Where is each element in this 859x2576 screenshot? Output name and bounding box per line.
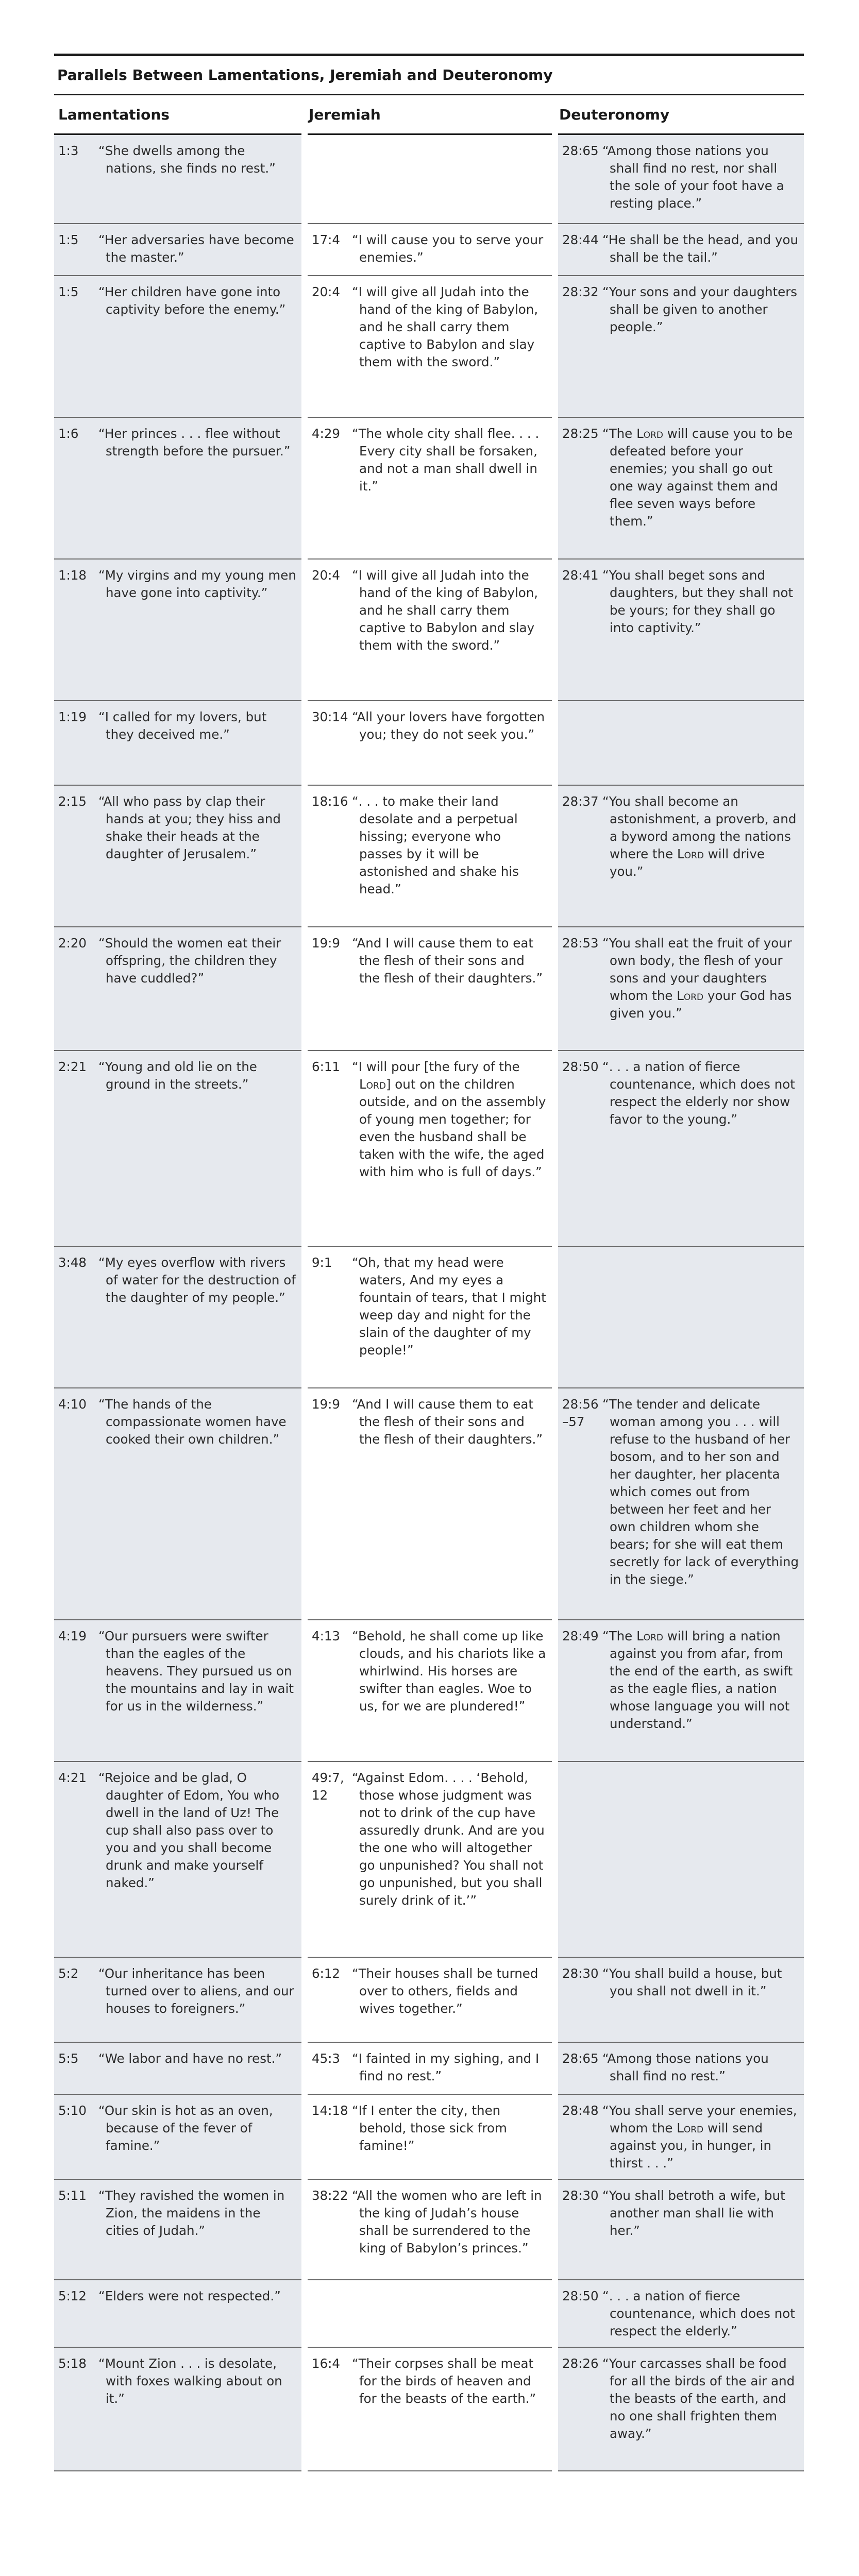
lamentations-entry [54, 142, 296, 177]
lamentations-quote: “All who pass by clap their hands at you; they hiss and shake their heads at the daughter of Jerusalem.” [98, 793, 281, 861]
deuteronomy-entry [558, 1965, 799, 2000]
lamentations-reference: 4:21 [58, 1770, 87, 1785]
deuteronomy-cell [555, 785, 804, 927]
jeremiah-reference: 17:4 [312, 232, 341, 247]
jeremiah-reference: 19:9 [312, 935, 341, 951]
jeremiah-cell [305, 559, 555, 701]
deuteronomy-entry [558, 2355, 799, 2443]
lamentations-cell [54, 785, 305, 927]
lamentations-quote: “Young and old lie on the ground in the streets.” [98, 1059, 257, 1092]
lamentations-cell [54, 1246, 305, 1388]
lamentations-quote: “They ravished the women in Zion, the maidens in the cities of Judah.” [98, 2188, 285, 2238]
table-row [54, 2347, 804, 2471]
lamentations-entry [54, 425, 296, 460]
deuteronomy-quote: “The tender and delicate woman among you . . . will refuse to the husband of her bosom, and to her son and her daughter, her placenta which comes out from between her feet and her own children whom she bears; for she will eat them secretly for lack of everything in the siege.” [602, 1396, 799, 1587]
jeremiah-cell [305, 2042, 555, 2094]
jeremiah-reference: 45:3 [312, 2050, 341, 2066]
column-header-jeremiah: Jeremiah [305, 95, 555, 134]
jeremiah-entry [308, 935, 547, 987]
deuteronomy-quote: “You shall build a house, but you shall not dwell in it.” [602, 1965, 782, 1998]
table-row [54, 417, 804, 559]
deuteronomy-quote: “The Lord will bring a nation against you from afar, from the end of the earth, as swift as the eagle flies, a nation whose language you will not understand.” [602, 1628, 793, 1731]
deuteronomy-reference: 28:50 [562, 2288, 599, 2303]
jeremiah-cell [305, 2280, 555, 2347]
lamentations-reference: 2:21 [58, 1059, 87, 1074]
lamentations-cell [54, 2042, 305, 2094]
jeremiah-reference: 30:14 [312, 709, 348, 724]
table-row [54, 1050, 804, 1246]
lamentations-cell [54, 1620, 305, 1761]
lamentations-reference: 4:19 [58, 1628, 87, 1643]
lamentations-entry [54, 1628, 296, 1715]
jeremiah-quote: “I will pour [the fury of the Lord] out on the children outside, and on the assembly of young men together; for even the husband shall be taken with the wife, the aged with him who is full of days.” [352, 1059, 546, 1179]
lamentations-entry [54, 1058, 296, 1093]
lamentations-reference: 5:10 [58, 2103, 87, 2118]
jeremiah-cell [305, 1761, 555, 1957]
deuteronomy-reference: 28:50 [562, 1059, 599, 1074]
jeremiah-quote: “I will give all Judah into the hand of the king of Babylon, and he shall carry them captive to Babylon and slay them with the sword.” [352, 567, 538, 653]
deuteronomy-entry [558, 2287, 799, 2340]
deuteronomy-cell [555, 1620, 804, 1761]
jeremiah-reference: 4:13 [312, 1628, 341, 1643]
lamentations-reference: 1:6 [58, 426, 79, 441]
lamentations-reference: 5:5 [58, 2050, 79, 2066]
table-row [54, 701, 804, 785]
table-row [54, 927, 804, 1050]
lamentations-reference: 2:15 [58, 793, 87, 809]
deuteronomy-quote: “You shall betroth a wife, but another man shall lie with her.” [602, 2188, 785, 2238]
jeremiah-cell [305, 2094, 555, 2179]
lamentations-entry [54, 708, 296, 743]
deuteronomy-entry [558, 2050, 799, 2085]
deuteronomy-reference: 28:53 [562, 935, 599, 951]
jeremiah-cell [305, 2347, 555, 2471]
lamentations-cell [54, 1388, 305, 1620]
deuteronomy-cell [555, 2179, 804, 2280]
deuteronomy-cell [555, 1957, 804, 2042]
table-row [54, 1957, 804, 2042]
deuteronomy-reference: 28:37 [562, 793, 599, 809]
jeremiah-cell [305, 276, 555, 417]
parallels-figure [54, 54, 804, 2471]
lamentations-quote: “Rejoice and be glad, O daughter of Edom, You who dwell in the land of Uz! The cup shall also pass over to you and you shall become drunk and make yourself naked.” [98, 1770, 280, 1890]
lamentations-cell [54, 1761, 305, 1957]
lamentations-cell [54, 2280, 305, 2347]
deuteronomy-quote: “The Lord will cause you to be defeated before your enemies; you shall go out one way against them and flee seven ways before them.” [602, 426, 793, 529]
table-row [54, 2179, 804, 2280]
deuteronomy-cell [555, 1246, 804, 1388]
jeremiah-quote: “Oh, that my head were waters, And my eyes a fountain of tears, that I might weep day and night for the slain of the daughter of my people!” [352, 1255, 546, 1358]
lamentations-entry [54, 2355, 296, 2408]
lamentations-reference: 1:19 [58, 709, 87, 724]
lamentations-quote: “My eyes overflow with rivers of water for the destruction of the daughter of my people.” [98, 1255, 296, 1305]
jeremiah-reference: 6:11 [312, 1059, 341, 1074]
lamentations-entry [54, 2102, 296, 2155]
deuteronomy-cell [555, 2280, 804, 2347]
lamentations-entry [54, 1965, 296, 2018]
deuteronomy-entry [558, 425, 799, 530]
jeremiah-quote: “Against Edom. . . . ‘Behold, those whose judgment was not to drink of the cup have assuredly drunk. And are you the one who will altogether go unpunished? You shall not go unpunished, but you shall surely drink of it.’” [352, 1770, 545, 1908]
jeremiah-entry [308, 2355, 547, 2408]
jeremiah-cell [305, 1388, 555, 1620]
jeremiah-quote: “The whole city shall flee. . . . Every city shall be forsaken, and not a man shall dwell in it.” [352, 426, 540, 494]
table-row [54, 1388, 804, 1620]
deuteronomy-entry [558, 283, 799, 336]
deuteronomy-reference: 28:41 [562, 567, 599, 583]
table-row [54, 276, 804, 417]
deuteronomy-reference: 28:32 [562, 284, 599, 299]
lamentations-cell [54, 1957, 305, 2042]
table-row [54, 2280, 804, 2347]
jeremiah-entry [308, 231, 547, 266]
deuteronomy-reference: 28:48 [562, 2103, 599, 2118]
jeremiah-entry [308, 1628, 547, 1715]
header-row [54, 95, 804, 134]
deuteronomy-quote: “Your sons and your daughters shall be given to another people.” [602, 284, 798, 334]
jeremiah-entry [308, 1254, 547, 1359]
lamentations-cell [54, 224, 305, 276]
lamentations-entry [54, 2187, 296, 2240]
deuteronomy-cell [555, 1050, 804, 1246]
table-row [54, 2094, 804, 2179]
jeremiah-cell [305, 927, 555, 1050]
deuteronomy-quote: “You shall beget sons and daughters, but they shall not be yours; for they shall go into captivity.” [602, 567, 794, 635]
deuteronomy-cell [555, 2347, 804, 2471]
deuteronomy-entry [558, 567, 799, 637]
jeremiah-reference: 20:4 [312, 284, 341, 299]
deuteronomy-cell [555, 2094, 804, 2179]
lamentations-reference: 5:18 [58, 2355, 87, 2371]
jeremiah-quote: “I fainted in my sighing, and I find no rest.” [352, 2050, 540, 2083]
jeremiah-quote: “I will give all Judah into the hand of the king of Babylon, and he shall carry them captive to Babylon and slay them with the sword.” [352, 284, 538, 369]
jeremiah-reference: 49:7, 12 [312, 1770, 344, 1803]
lamentations-quote: “I called for my lovers, but they deceived me.” [98, 709, 267, 742]
lamentations-cell [54, 2094, 305, 2179]
lamentations-reference: 5:2 [58, 1965, 79, 1981]
jeremiah-reference: 38:22 [312, 2188, 348, 2203]
deuteronomy-cell [555, 701, 804, 785]
table-row [54, 1761, 804, 1957]
table-row [54, 1246, 804, 1388]
lamentations-cell [54, 417, 305, 559]
jeremiah-cell [305, 417, 555, 559]
jeremiah-entry [308, 1965, 547, 2018]
jeremiah-entry [308, 283, 547, 371]
lamentations-entry [54, 1254, 296, 1307]
lamentations-reference: 4:10 [58, 1396, 87, 1412]
lamentations-cell [54, 1050, 305, 1246]
jeremiah-entry [308, 2187, 547, 2257]
deuteronomy-entry [558, 2187, 799, 2240]
deuteronomy-cell [555, 1761, 804, 1957]
lamentations-quote: “Our pursuers were swifter than the eagles of the heavens. They pursued us on the mountains and lay in wait for us in the wilderness.” [98, 1628, 294, 1714]
lamentations-quote: “Her princes . . . flee without strength before the pursuer.” [98, 426, 291, 459]
deuteronomy-entry [558, 231, 799, 266]
jeremiah-cell [305, 1957, 555, 2042]
jeremiah-cell [305, 1050, 555, 1246]
lamentations-quote: “Our skin is hot as an oven, because of the fever of famine.” [98, 2103, 273, 2153]
jeremiah-entry [308, 1396, 547, 1448]
lamentations-cell [54, 134, 305, 224]
jeremiah-quote: “Their houses shall be turned over to others, fields and wives together.” [352, 1965, 538, 2016]
deuteronomy-quote: “He shall be the head, and you shall be the tail.” [602, 232, 798, 265]
jeremiah-cell [305, 701, 555, 785]
lamentations-entry [54, 793, 296, 863]
lamentations-quote: “We labor and have no rest.” [98, 2050, 282, 2066]
table-title: Parallels Between Lamentations, Jeremiah and Deuteronomy [54, 56, 804, 95]
jeremiah-cell [305, 134, 555, 224]
deuteronomy-quote: “Your carcasses shall be food for all the birds of the air and the beasts of the earth, and no one shall frighten them away.” [602, 2355, 795, 2441]
deuteronomy-cell [555, 927, 804, 1050]
jeremiah-cell [305, 785, 555, 927]
table-row [54, 785, 804, 927]
deuteronomy-quote: “You shall eat the fruit of your own body, the flesh of your sons and your daughters whom the Lord your God has given you.” [602, 935, 792, 1021]
jeremiah-reference: 9:1 [312, 1255, 332, 1270]
deuteronomy-entry [558, 1396, 799, 1588]
deuteronomy-reference: 28:44 [562, 232, 599, 247]
lamentations-reference: 5:11 [58, 2188, 87, 2203]
deuteronomy-reference: 28:25 [562, 426, 599, 441]
deuteronomy-entry [558, 142, 799, 212]
lamentations-reference: 1:18 [58, 567, 87, 583]
jeremiah-entry [308, 2050, 547, 2085]
jeremiah-quote: “And I will cause them to eat the flesh of their sons and the flesh of their daughters.” [352, 1396, 543, 1447]
deuteronomy-entry [558, 793, 799, 880]
deuteronomy-reference: 28:30 [562, 1965, 599, 1981]
jeremiah-quote: “And I will cause them to eat the flesh of their sons and the flesh of their daughters.” [352, 935, 543, 986]
deuteronomy-reference: 28:56 –57 [562, 1396, 599, 1429]
jeremiah-cell [305, 224, 555, 276]
jeremiah-entry [308, 793, 547, 898]
lamentations-cell [54, 2179, 305, 2280]
deuteronomy-entry [558, 1628, 799, 1733]
jeremiah-entry [308, 1769, 547, 1909]
deuteronomy-quote: “You shall become an astonishment, a proverb, and a byword among the nations where the Lord will drive you.” [602, 793, 797, 879]
lamentations-reference: 1:5 [58, 284, 79, 299]
lamentations-entry [54, 2050, 296, 2067]
lamentations-entry [54, 283, 296, 318]
deuteronomy-cell [555, 134, 804, 224]
deuteronomy-reference: 28:65 [562, 2050, 599, 2066]
deuteronomy-quote: “. . . a nation of fierce countenance, which does not respect the elderly.” [602, 2288, 795, 2338]
deuteronomy-cell [555, 417, 804, 559]
jeremiah-reference: 19:9 [312, 1396, 341, 1412]
jeremiah-entry [308, 2102, 547, 2155]
lamentations-quote: “Her children have gone into captivity before the enemy.” [98, 284, 286, 317]
lamentations-quote: “Her adversaries have become the master.” [98, 232, 294, 265]
jeremiah-reference: 20:4 [312, 567, 341, 583]
lamentations-quote: “Mount Zion . . . is desolate, with foxes walking about on it.” [98, 2355, 282, 2406]
jeremiah-reference: 18:16 [312, 793, 348, 809]
lamentations-entry [54, 1396, 296, 1448]
deuteronomy-cell [555, 276, 804, 417]
jeremiah-quote: “If I enter the city, then behold, those sick from famine!” [352, 2103, 507, 2153]
table-row [54, 2042, 804, 2094]
lamentations-entry [54, 1769, 296, 1892]
deuteronomy-reference: 28:30 [562, 2188, 599, 2203]
deuteronomy-reference: 28:49 [562, 1628, 599, 1643]
table-row [54, 559, 804, 701]
lamentations-quote: “She dwells among the nations, she finds no rest.” [98, 143, 276, 176]
jeremiah-quote: “. . . to make their land desolate and a perpetual hissing; everyone who passes by it will be astonished and shake his head.” [352, 793, 519, 896]
lamentations-cell [54, 927, 305, 1050]
lamentations-quote: “Should the women eat their offspring, the children they have cuddled?” [98, 935, 281, 986]
jeremiah-entry [308, 425, 547, 495]
deuteronomy-quote: “Among those nations you shall find no rest, nor shall the sole of your foot have a resting place.” [602, 143, 784, 211]
deuteronomy-cell [555, 559, 804, 701]
jeremiah-quote: “Behold, he shall come up like clouds, and his chariots like a whirlwind. His horses are swifter than eagles. Woe to us, for we are plundered!” [352, 1628, 546, 1714]
lamentations-reference: 5:12 [58, 2288, 87, 2303]
jeremiah-quote: “All your lovers have forgotten you; they do not seek you.” [352, 709, 545, 742]
lamentations-quote: “My virgins and my young men have gone into captivity.” [98, 567, 296, 600]
jeremiah-cell [305, 2179, 555, 2280]
deuteronomy-cell [555, 1388, 804, 1620]
jeremiah-reference: 16:4 [312, 2355, 341, 2371]
table-row [54, 1620, 804, 1761]
deuteronomy-entry [558, 935, 799, 1022]
jeremiah-quote: “All the women who are left in the king of Judah’s house shall be surrendered to the king of Babylon’s princes.” [352, 2188, 542, 2256]
lamentations-cell [54, 701, 305, 785]
deuteronomy-quote: “. . . a nation of fierce countenance, which does not respect the elderly nor show favor to the young.” [602, 1059, 795, 1127]
column-header-deuteronomy: Deuteronomy [555, 95, 804, 134]
lamentations-quote: “Elders were not respected.” [98, 2288, 281, 2303]
lamentations-reference: 2:20 [58, 935, 87, 951]
jeremiah-cell [305, 1246, 555, 1388]
lamentations-quote: “The hands of the compassionate women have cooked their own children.” [98, 1396, 287, 1447]
jeremiah-entry [308, 708, 547, 743]
jeremiah-cell [305, 1620, 555, 1761]
lamentations-reference: 3:48 [58, 1255, 87, 1270]
jeremiah-quote: “Their corpses shall be meat for the birds of heaven and for the beasts of the earth.” [352, 2355, 536, 2406]
jeremiah-entry [308, 1058, 547, 1181]
lamentations-entry [54, 567, 296, 602]
deuteronomy-reference: 28:26 [562, 2355, 599, 2371]
lamentations-entry [54, 935, 296, 987]
lamentations-cell [54, 276, 305, 417]
parallels-table [54, 95, 804, 2471]
table-row [54, 224, 804, 276]
deuteronomy-cell [555, 224, 804, 276]
table-row [54, 134, 804, 224]
lamentations-reference: 1:3 [58, 143, 79, 158]
column-header-lamentations: Lamentations [54, 95, 305, 134]
deuteronomy-cell [555, 2042, 804, 2094]
lamentations-reference: 1:5 [58, 232, 79, 247]
lamentations-cell [54, 559, 305, 701]
deuteronomy-entry [558, 1058, 799, 1128]
deuteronomy-quote: “Among those nations you shall find no rest.” [602, 2050, 769, 2083]
lamentations-entry [54, 2287, 296, 2305]
deuteronomy-entry [558, 2102, 799, 2172]
jeremiah-reference: 4:29 [312, 426, 341, 441]
jeremiah-reference: 6:12 [312, 1965, 341, 1981]
lamentations-entry [54, 231, 296, 266]
jeremiah-reference: 14:18 [312, 2103, 348, 2118]
jeremiah-quote: “I will cause you to serve your enemies.” [352, 232, 544, 265]
jeremiah-entry [308, 567, 547, 654]
lamentations-quote: “Our inheritance has been turned over to aliens, and our houses to foreigners.” [98, 1965, 294, 2016]
deuteronomy-quote: “You shall serve your enemies, whom the Lord will send against you, in hunger, in thirst . . .” [602, 2103, 797, 2171]
lamentations-cell [54, 2347, 305, 2471]
deuteronomy-reference: 28:65 [562, 143, 599, 158]
